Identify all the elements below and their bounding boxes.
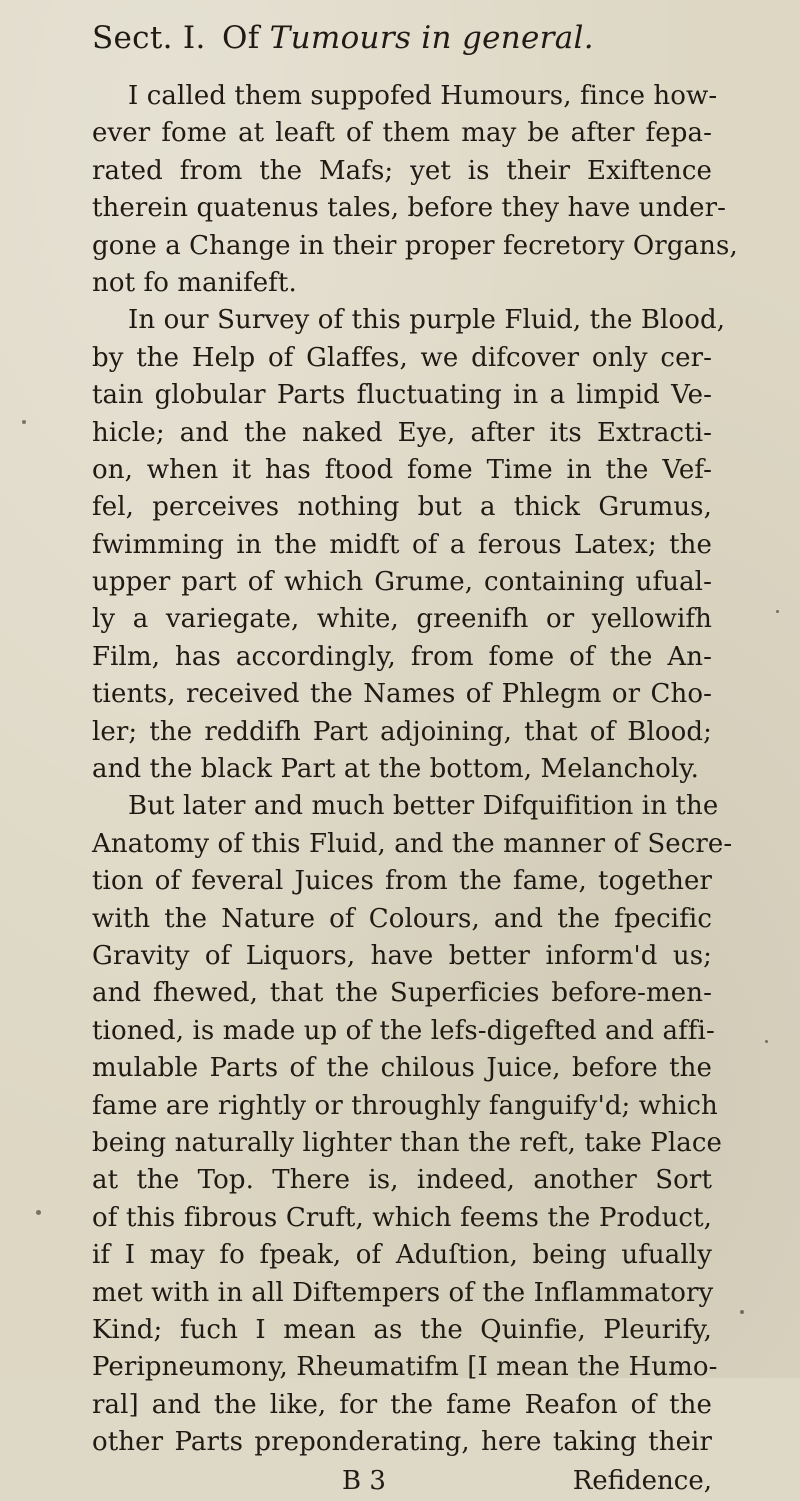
text-line: met with in all Diftempers of the Inflammatory	[92, 1277, 714, 1308]
text-line: Film, has accordingly, from fome of the An-	[92, 641, 712, 672]
text-line: being naturally lighter than the reft, take Place	[92, 1127, 722, 1158]
text-line: by the Help of Glaffes, we difcover only cer-	[92, 342, 712, 373]
paper-speck	[776, 610, 779, 613]
text-line: fwimming in the midft of a ferous Latex; the	[92, 529, 712, 560]
page-footer	[92, 1461, 712, 1501]
text-line: I called them suppofed Humours, fince how-	[128, 81, 718, 111]
text-line: fel, perceives nothing but a thick Grumus,	[92, 492, 712, 523]
text-line: other Parts preponderating, here taking their	[92, 1427, 712, 1458]
text-line: tain globular Parts fluctuating in a limpid Ve-	[92, 380, 712, 411]
paper-speck	[765, 1040, 768, 1043]
body-text	[92, 78, 738, 1461]
text-line: therein quatenus tales, before they have under-	[92, 193, 727, 224]
title-main: Tumours in general.	[269, 20, 594, 56]
catchword: Refidence,	[572, 1466, 712, 1497]
text-line: tients, received the Names of Phlegm or Cho-	[92, 679, 712, 710]
text-line: upper part of which Grume, containing ufual-	[92, 567, 712, 598]
running-head	[92, 20, 712, 78]
text-line: of this fibrous Cruft, which feems the Product,	[92, 1202, 712, 1233]
text-line: ral] and the like, for the fame Reafon of the	[92, 1389, 712, 1420]
text-line: and fhewed, that the Superficies before-men-	[92, 978, 712, 1009]
text-line: rated from the Mafs; yet is their Exiftence	[92, 155, 712, 186]
text-line: Anatomy of this Fluid, and the manner of Secre-	[92, 828, 733, 859]
section-number: Sect. I.	[92, 20, 206, 56]
text-line: tion of feveral Juices from the fame, together	[92, 866, 712, 897]
text-line: ly a variegate, white, greenifh or yellowifh	[92, 604, 712, 635]
text-line: on, when it has ftood fome Time in the Vef-	[92, 454, 712, 485]
text-line: But later and much better Difquifition in the	[128, 791, 719, 822]
text-line: not fo manifeft.	[92, 267, 297, 298]
signature-mark: B 3	[342, 1466, 386, 1497]
text-line: In our Survey of this purple Fluid, the Blood,	[128, 305, 726, 336]
page-title	[222, 20, 594, 56]
text-line: with the Nature of Colours, and the fpecific	[92, 903, 712, 934]
text-line: hicle; and the naked Eye, after its Extracti-	[92, 417, 712, 448]
text-line: Gravity of Liquors, have better inform'd us;	[92, 940, 712, 971]
text-line: mulable Parts of the chilous Juice, before the	[92, 1053, 712, 1084]
text-line: if I may fo fpeak, of Aduſtion, being ufually	[92, 1240, 712, 1271]
text-line: Kind; fuch I mean as the Quinfie, Pleurify,	[92, 1314, 712, 1345]
text-line: fame are rightly or throughly fanguify'd; which	[92, 1090, 718, 1121]
text-line: tioned, is made up of the lefs-digefted and affi-	[92, 1015, 715, 1046]
paper-speck	[740, 1310, 744, 1314]
text-line: Peripneumony, Rheumatifm [I mean the Humo-	[92, 1352, 718, 1383]
text-line: ler; the reddifh Part adjoining, that of Blood;	[92, 716, 712, 747]
text-line: ever fome at leaft of them may be after fepa-	[92, 118, 712, 149]
paper-speck	[36, 1210, 41, 1215]
text-line: at the Top. There is, indeed, another Sort	[92, 1165, 712, 1196]
title-prefix: Of	[222, 20, 270, 56]
text-block	[92, 20, 738, 1501]
text-line: and the black Part at the bottom, Melancholy.	[92, 754, 699, 785]
paper-speck	[22, 420, 26, 424]
text-line: gone a Change in their proper fecretory Organs,	[92, 230, 738, 261]
